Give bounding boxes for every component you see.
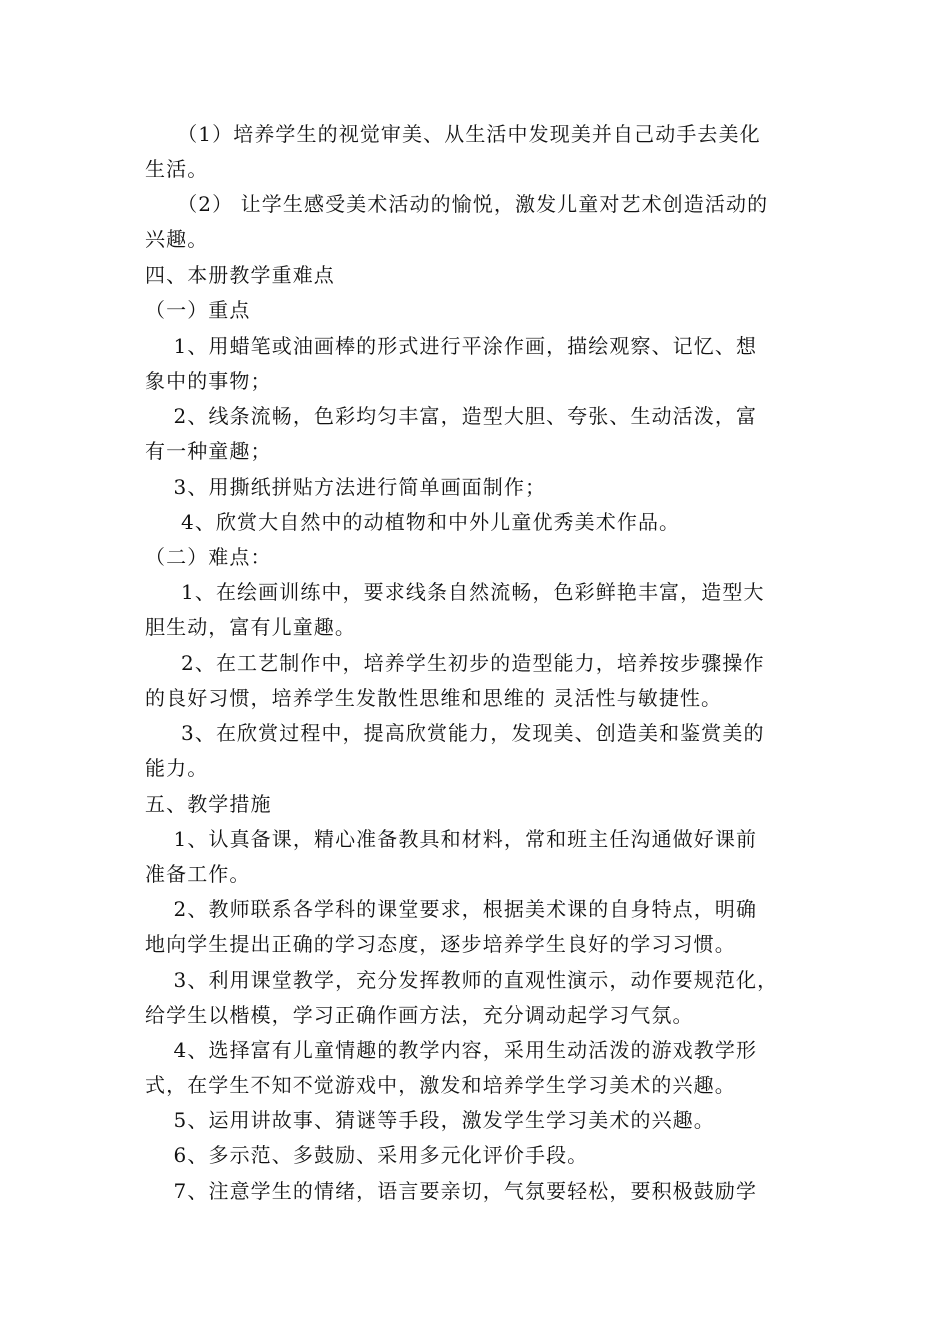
text-line: 2、教师联系各学科的课堂要求，根据美术课的自身特点，明确 — [145, 897, 758, 921]
subsection-heading: （二）难点： — [145, 545, 272, 569]
text-line: 有一种童趣； — [145, 439, 272, 463]
text-line: 兴趣。 — [145, 227, 209, 251]
text-line: 生活。 — [145, 157, 209, 181]
text-line: 的良好习惯，培养学生发散性思维和思维的 灵活性与敏捷性。 — [145, 686, 723, 710]
text-line: 1、认真备课，精心准备教具和材料，常和班主任沟通做好课前 — [145, 827, 758, 851]
text-line: 1、在绘画训练中，要求线条自然流畅，色彩鲜艳丰富，造型大 — [145, 580, 765, 604]
text-line: 能力。 — [145, 756, 209, 780]
text-line: 3、利用课堂教学，充分发挥教师的直观性演示，动作要规范化， — [145, 968, 779, 992]
section-heading: 四、本册教学重难点 — [145, 263, 335, 287]
section-heading: 五、教学措施 — [145, 792, 272, 816]
text-line: 4、选择富有儿童情趣的教学内容，采用生动活泼的游戏教学形 — [145, 1038, 758, 1062]
text-line: 给学生以楷模，学习正确作画方法，充分调动起学习气氛。 — [145, 1003, 694, 1027]
subsection-heading: （一）重点 — [145, 298, 251, 322]
text-line: 2、线条流畅，色彩均匀丰富，造型大胆、夸张、生动活泼，富 — [145, 404, 758, 428]
text-line: 7、注意学生的情绪，语言要亲切，气氛要轻松，要积极鼓励学 — [145, 1179, 758, 1203]
text-line: 象中的事物； — [145, 369, 272, 393]
text-line: （2） 让学生感受美术活动的愉悦，激发儿童对艺术创造活动的 — [145, 192, 769, 216]
text-line: 5、运用讲故事、猜谜等手段，激发学生学习美术的兴趣。 — [145, 1108, 715, 1132]
text-line: 3、用撕纸拼贴方法进行简单画面制作； — [145, 475, 547, 499]
text-line: 3、在欣赏过程中，提高欣赏能力，发现美、创造美和鉴赏美的 — [145, 721, 765, 745]
text-line: 4、欣赏大自然中的动植物和中外儿童优秀美术作品。 — [145, 510, 681, 534]
text-line: 胆生动，富有儿童趣。 — [145, 615, 356, 639]
text-line: 准备工作。 — [145, 862, 251, 886]
text-line: 式，在学生不知不觉游戏中，激发和培养学生学习美术的兴趣。 — [145, 1073, 736, 1097]
text-line: 2、在工艺制作中，培养学生初步的造型能力，培养按步骤操作 — [145, 651, 765, 675]
text-line: （1）培养学生的视觉审美、从生活中发现美并自己动手去美化 — [145, 122, 761, 146]
text-line: 1、用蜡笔或油画棒的形式进行平涂作画，描绘观察、记忆、想 — [145, 334, 758, 358]
text-line: 6、多示范、多鼓励、采用多元化评价手段。 — [145, 1143, 589, 1167]
text-line: 地向学生提出正确的学习态度，逐步培养学生良好的学习习惯。 — [145, 932, 736, 956]
